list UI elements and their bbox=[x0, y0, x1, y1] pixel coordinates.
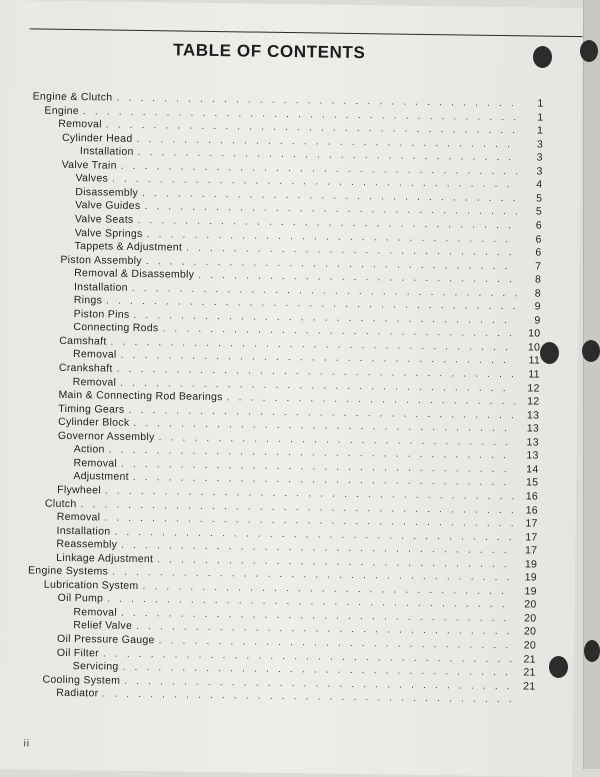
toc-entry-page: 21 bbox=[512, 653, 536, 665]
toc-entry-label: Governor Assembly bbox=[58, 430, 159, 443]
toc-entry-label: Connecting Rods bbox=[73, 321, 162, 334]
toc-entry-label: Adjustment bbox=[73, 470, 133, 483]
toc-entry-label: Camshaft bbox=[59, 335, 111, 348]
toc-entry-label: Crankshaft bbox=[59, 362, 117, 375]
punch-hole bbox=[540, 342, 559, 364]
toc-entry-page: 6 bbox=[517, 246, 541, 258]
toc-entry-page: 15 bbox=[514, 477, 538, 489]
toc-entry-page: 6 bbox=[518, 233, 542, 245]
toc-entry-label: Removal bbox=[57, 511, 105, 524]
toc-entry-label: Removal bbox=[73, 606, 121, 619]
toc-entry-page: 21 bbox=[511, 680, 535, 692]
punch-hole bbox=[584, 640, 600, 662]
toc-entry-label: Removal bbox=[58, 118, 106, 131]
toc-entry-page: 3 bbox=[519, 138, 543, 150]
toc-entry-page: 19 bbox=[513, 585, 537, 597]
toc-entry-page: 11 bbox=[516, 355, 540, 367]
toc-entry-label: Radiator bbox=[56, 687, 102, 700]
toc-entry-label: Engine & Clutch bbox=[33, 90, 117, 103]
page-folio: ii bbox=[24, 738, 31, 749]
toc-entry-label: Valve Seats bbox=[75, 213, 138, 226]
toc-entry-label: Engine Systems bbox=[28, 565, 112, 578]
toc-entry-page: 16 bbox=[514, 504, 538, 516]
toc-entry-label: Cooling System bbox=[42, 673, 124, 686]
toc-entry-page: 4 bbox=[518, 179, 542, 191]
toc-entry-page: 10 bbox=[516, 341, 540, 353]
toc-entry-page: 6 bbox=[518, 219, 542, 231]
toc-entry-page: 20 bbox=[512, 612, 536, 624]
header-rule bbox=[30, 28, 583, 37]
toc-entry-page: 13 bbox=[515, 422, 539, 434]
toc-entry-label: Removal & Disassembly bbox=[74, 267, 198, 281]
toc-entry-page: 1 bbox=[519, 111, 543, 123]
page-title: TABLE OF CONTENTS bbox=[0, 38, 539, 66]
toc-entry-page: 7 bbox=[517, 260, 541, 272]
toc-entry-label: Removal bbox=[73, 457, 121, 470]
punch-hole bbox=[582, 340, 600, 362]
toc-entry-page: 8 bbox=[517, 287, 541, 299]
toc-entry-page: 17 bbox=[514, 517, 538, 529]
toc-entry-label: Rings bbox=[74, 294, 107, 306]
toc-entry-label: Valve Train bbox=[62, 159, 121, 172]
toc-entry-page: 20 bbox=[512, 639, 536, 651]
toc-entry-label: Removal bbox=[73, 376, 121, 389]
toc-entry-page: 9 bbox=[517, 300, 541, 312]
toc-entry-label: Installation bbox=[57, 524, 115, 537]
toc-entry-label: Lubrication System bbox=[44, 578, 143, 591]
toc-entry-label: Action bbox=[74, 443, 109, 455]
toc-entry-page: 21 bbox=[512, 666, 536, 678]
punch-hole bbox=[549, 656, 568, 678]
punch-hole bbox=[580, 40, 598, 62]
toc-entry-page: 9 bbox=[516, 314, 540, 326]
toc-entry-page: 20 bbox=[513, 599, 537, 611]
toc-entry-label: Tappets & Adjustment bbox=[74, 240, 186, 254]
toc-list bbox=[0, 90, 569, 98]
toc-entry-label: Cylinder Block bbox=[58, 416, 133, 429]
toc-entry-page: 12 bbox=[516, 382, 540, 394]
toc-entry-label: Flywheel bbox=[57, 484, 105, 497]
toc-entry-page: 14 bbox=[514, 463, 538, 475]
toc-entry-page: 19 bbox=[513, 571, 537, 583]
toc-entry-label: Cylinder Head bbox=[62, 132, 137, 145]
toc-entry-page: 13 bbox=[515, 409, 539, 421]
toc-entry-page: 1 bbox=[520, 97, 544, 109]
toc-entry-page: 13 bbox=[515, 436, 539, 448]
toc-entry-label: Relief Valve bbox=[73, 620, 136, 633]
toc-entry-label: Oil Pressure Gauge bbox=[57, 633, 159, 646]
toc-entry-page: 5 bbox=[518, 192, 542, 204]
toc-entry-label: Installation bbox=[74, 281, 132, 294]
toc-entry-label: Oil Filter bbox=[57, 646, 103, 659]
toc-entry-page: 3 bbox=[519, 165, 543, 177]
toc-entry-label: Piston Assembly bbox=[60, 253, 146, 266]
punch-hole bbox=[533, 46, 552, 68]
toc-entry-page: 16 bbox=[514, 490, 538, 502]
toc-entry-page: 17 bbox=[513, 544, 537, 556]
toc-entry-label: Installation bbox=[80, 145, 138, 158]
toc-entry-label: Clutch bbox=[45, 497, 81, 509]
toc-entry-label: Piston Pins bbox=[74, 308, 134, 321]
toc-entry-page: 19 bbox=[513, 558, 537, 570]
toc-entry-label: Valve Springs bbox=[75, 227, 147, 240]
toc-entry-page: 10 bbox=[516, 328, 540, 340]
toc-entry-page: 3 bbox=[519, 151, 543, 163]
toc-entry-page: 12 bbox=[515, 395, 539, 407]
toc-entry-label: Timing Gears bbox=[58, 402, 128, 415]
toc-entry-page: 1 bbox=[519, 124, 543, 136]
toc-entry-label: Oil Pump bbox=[58, 592, 108, 605]
toc-entry-page: 8 bbox=[517, 273, 541, 285]
toc-entry-page: 13 bbox=[515, 450, 539, 462]
toc-entry-label: Linkage Adjustment bbox=[56, 552, 157, 565]
toc-entry-page: 5 bbox=[518, 206, 542, 218]
toc-entry-label: Removal bbox=[73, 348, 121, 361]
toc-entry-label: Disassembly bbox=[75, 186, 142, 199]
toc-entry-label: Engine bbox=[44, 104, 83, 117]
toc-entry-page: 11 bbox=[516, 368, 540, 380]
toc-entry-page: 20 bbox=[512, 626, 536, 638]
toc-entry-label: Valves bbox=[75, 172, 112, 185]
toc-entry-label: Reassembly bbox=[56, 538, 121, 551]
toc-entry-label: Main & Connecting Rod Bearings bbox=[58, 389, 226, 403]
toc-entry-label: Valve Guides bbox=[75, 199, 144, 212]
toc-entry-page: 17 bbox=[513, 531, 537, 543]
toc-entry-label: Servicing bbox=[73, 660, 123, 673]
